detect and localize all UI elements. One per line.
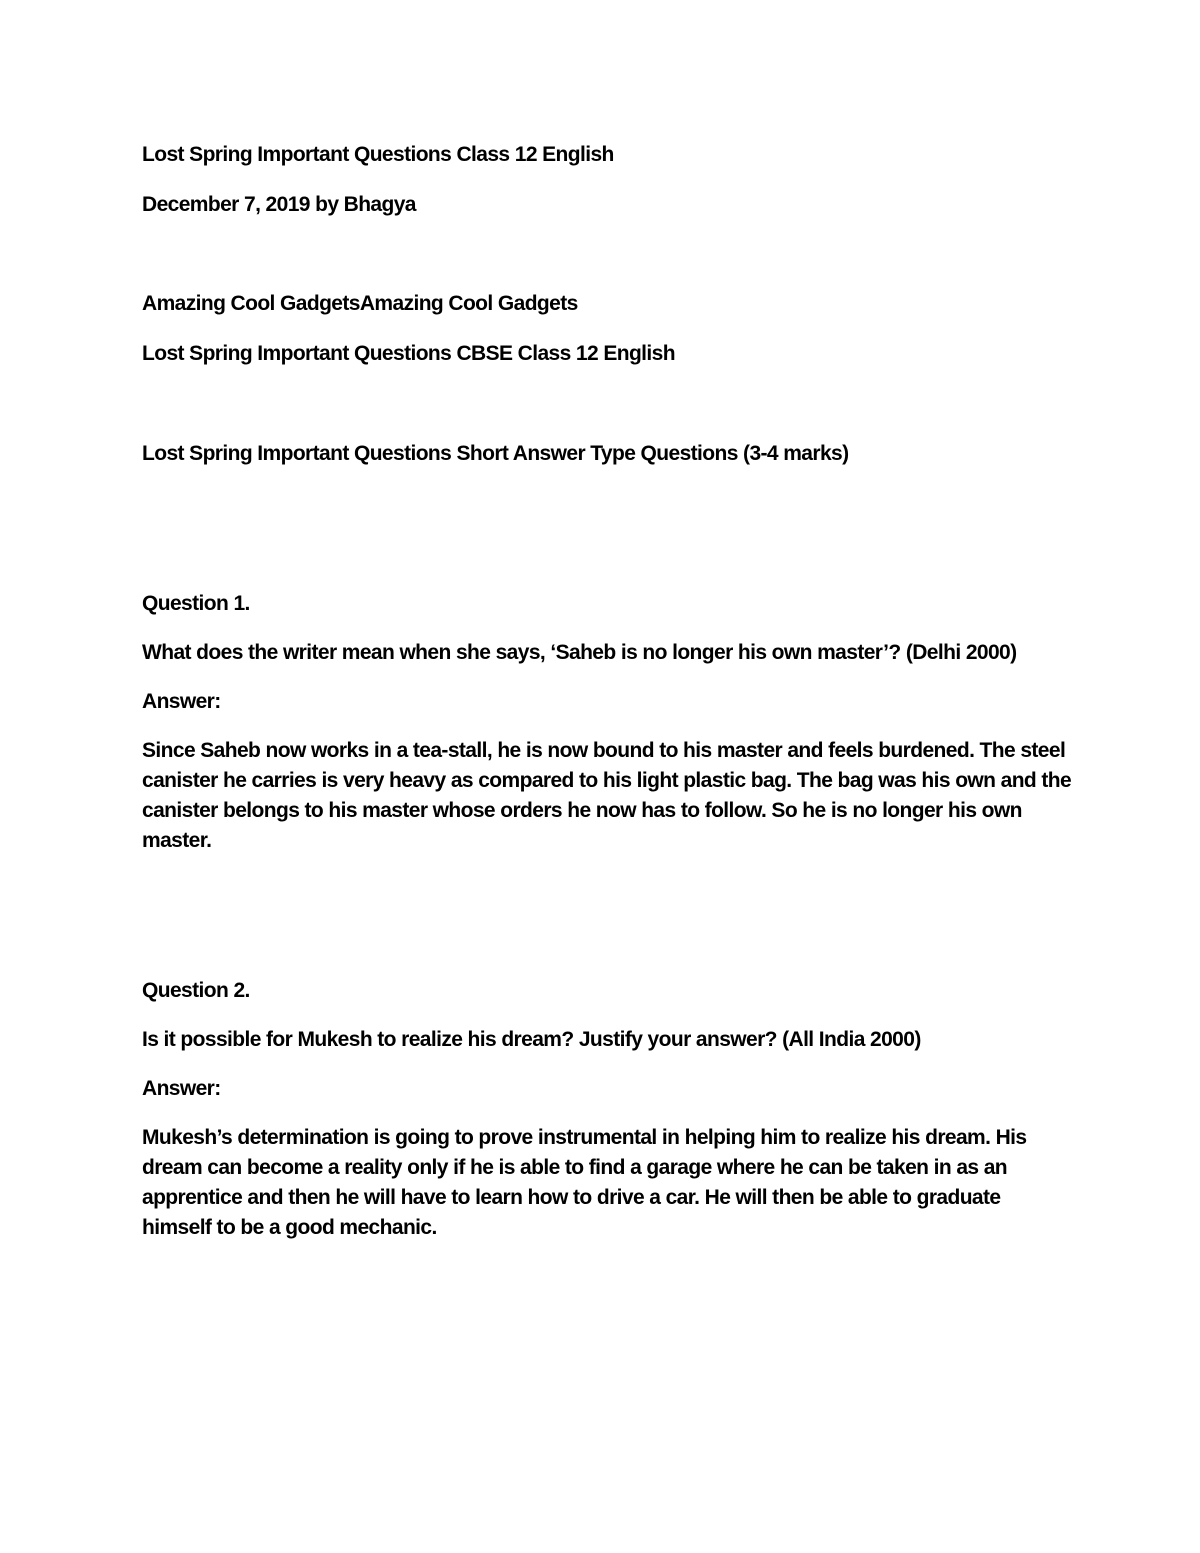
document-title: Lost Spring Important Questions Class 12 English — [142, 143, 614, 166]
question-2-text: Is it possible for Mukesh to realize his dream? Justify your answer? (All India 2000) — [142, 1028, 921, 1051]
question-2-label: Question 2. — [142, 979, 250, 1002]
ad-text: Amazing Cool GadgetsAmazing Cool Gadgets — [142, 292, 578, 315]
section-heading: Lost Spring Important Questions Short Answer Type Questions (3-4 marks) — [142, 442, 849, 465]
answer-2-text: Mukesh’s determination is going to prove instrumental in helping him to realize his dream. His dream can become a reality only if he is able to find a garage where he can be taken in as an apprentice and then he will have to learn how to drive a car. He will then be able to graduate himself to be a good mechanic. — [142, 1126, 1027, 1239]
post-meta: December 7, 2019 by Bhagya — [142, 193, 416, 216]
question-1-label: Question 1. — [142, 592, 250, 615]
answer-2-label: Answer: — [142, 1077, 221, 1100]
answer-1-label: Answer: — [142, 690, 221, 713]
subtitle: Lost Spring Important Questions CBSE Class 12 English — [142, 342, 675, 365]
answer-1-text: Since Saheb now works in a tea-stall, he is now bound to his master and feels burdened. The steel canister he carries is very heavy as compared to his light plastic bag. The bag was his own and the canister belongs to his master whose orders he now has to follow. So he is no longer his own master. — [142, 739, 1072, 852]
question-1-text: What does the writer mean when she says, ‘Saheb is no longer his own master’? (Delhi 2000) — [142, 641, 1017, 664]
document-body — [142, 140, 1072, 1243]
